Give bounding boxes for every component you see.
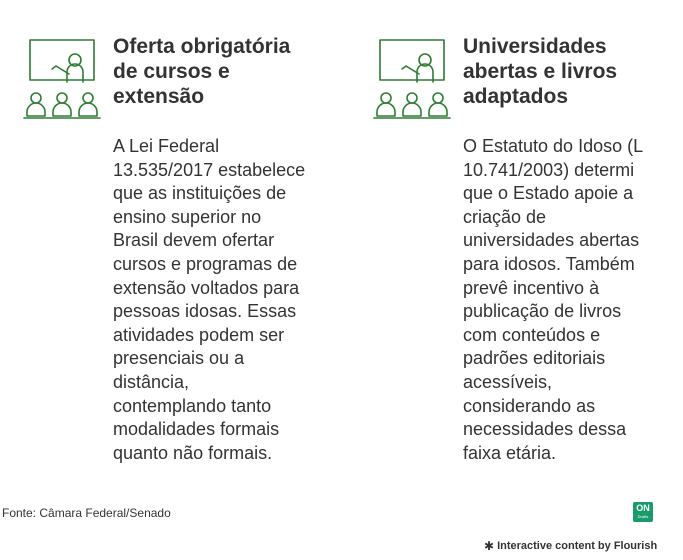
teacher-classroom-icon xyxy=(372,36,452,120)
logo-subtext: Drafts xyxy=(637,514,649,519)
brand-logo[interactable] xyxy=(633,502,653,522)
flourish-label: Interactive content by Flourish xyxy=(497,540,658,552)
teacher-classroom-icon xyxy=(22,36,102,120)
logo-text: ON xyxy=(636,503,650,513)
card-open-universities xyxy=(372,34,683,474)
flourish-icon: ✱ xyxy=(484,539,495,553)
card-title: Oferta obrigatória de cursos e extensão xyxy=(113,35,291,108)
card-body: O Estatuto do Idoso (L 10.741/2003) determi que o Estado apoie a criação de universidades abertas para idosos. Também prevê incentivo à publicação de livros com conteúdos e padrões editoriais acessíveis, considerando as necessidades dessa faixa etária. xyxy=(463,136,644,463)
card-body: A Lei Federal 13.535/2017 estabelece que as instituições de ensino superior no Brasil devem ofertar cursos e programas de extensão voltados para pessoas idosas. Essas atividades podem ser presenciais ou a distância, contemplando tanto modalidades formais quanto não formais. xyxy=(113,136,306,463)
source-note: Fonte: Câmara Federal/Senado xyxy=(2,506,171,520)
flourish-credit-link[interactable] xyxy=(484,540,657,552)
card-title: Universidades abertas e livros adaptados xyxy=(463,35,618,108)
